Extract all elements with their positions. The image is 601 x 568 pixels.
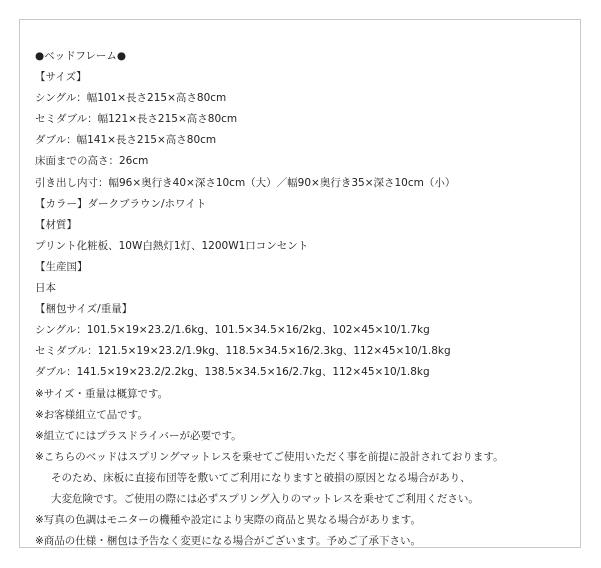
spec-line: ※こちらのベッドはスプリングマットレスを乗せてご使用いただく事を前提に設計されております。: [35, 450, 504, 463]
spec-line: そのため、床板に直接布団等を敷いてご利用になりますと破損の原因となる場合があり、: [51, 471, 471, 484]
spec-line: ※商品の仕様・梱包は予告なく変更になる場合がございます。予めご了承下さい。: [35, 535, 421, 548]
spec-line: プリント化粧板、10W白熱灯1灯、1200W1口コンセント: [35, 239, 309, 252]
spec-line: 日本: [35, 282, 56, 295]
spec-line: 引き出し内寸：幅96×奥行き40×深さ10cm（大）／幅90×奥行き35×深さ10cm（小）: [35, 176, 456, 189]
spec-content: [35, 46, 575, 552]
spec-line: 【生産国】: [35, 260, 88, 273]
spec-line: 【サイズ】: [35, 71, 87, 84]
spec-line: ※お客様組立て品です。: [35, 408, 148, 421]
spec-line: ダブル：幅141×長さ215×高さ80cm: [35, 134, 217, 147]
spec-line: シングル：101.5×19×23.2/1.6kg、101.5×34.5×16/2kg、102×45×10/1.7kg: [35, 324, 430, 337]
spec-line: セミダブル：121.5×19×23.2/1.9kg、118.5×34.5×16/2.3kg、112×45×10/1.8kg: [35, 345, 451, 358]
spec-line: 大変危険です。ご使用の際には必ずスプリング入りのマットレスを乗せてご利用ください。: [51, 492, 479, 505]
spec-line: ※組立てにはプラスドライバーが必要です。: [35, 429, 242, 442]
spec-line: 【梱包サイズ/重量】: [35, 303, 133, 316]
spec-line: ダブル：141.5×19×23.2/2.2kg、138.5×34.5×16/2.7kg、112×45×10/1.8kg: [35, 366, 430, 379]
spec-line: ※写真の色調はモニターの機種や設定により実際の商品と異なる場合があります。: [35, 514, 421, 527]
spec-line: 【材質】: [35, 218, 77, 231]
spec-line: ●ベッドフレーム●: [35, 50, 127, 62]
spec-line: セミダブル：幅121×長さ215×高さ80cm: [35, 113, 238, 126]
spec-line: 床面までの高さ：26cm: [35, 155, 149, 168]
spec-line: 【カラー】ダークブラウン/ホワイト: [35, 197, 207, 210]
spec-panel: [19, 19, 581, 548]
spec-line: ※サイズ・重量は概算です。: [35, 387, 169, 400]
spec-line: シングル：幅101×長さ215×高さ80cm: [35, 92, 227, 105]
